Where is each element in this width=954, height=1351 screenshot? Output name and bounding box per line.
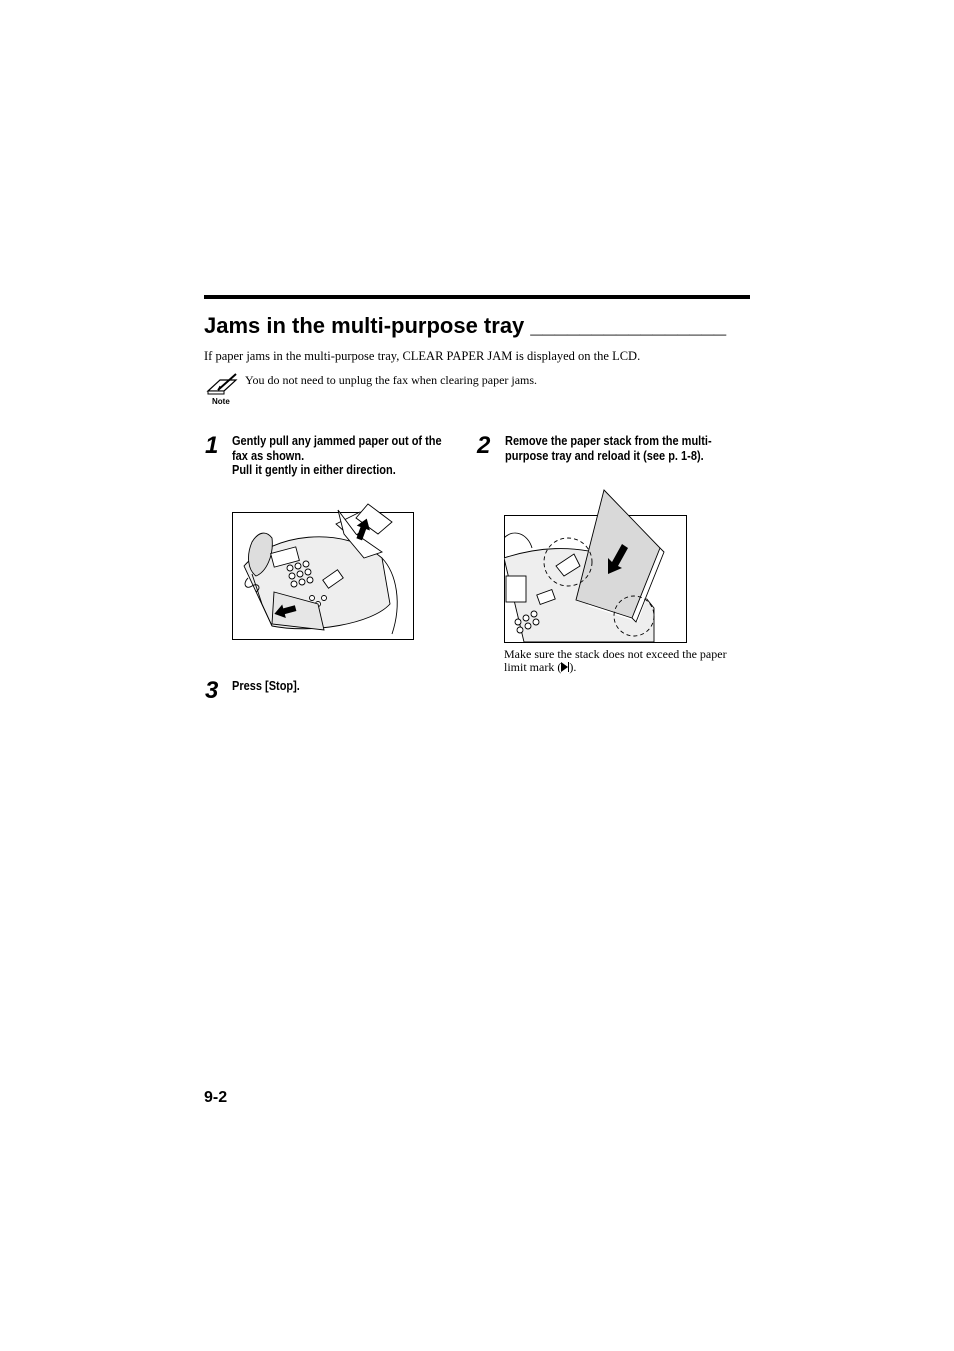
note-text: You do not need to unplug the fax when clearing paper jams. (245, 373, 538, 387)
step-3-number: 3 (205, 677, 219, 704)
page-number: 9-2 (204, 1089, 228, 1106)
step-1-number: 1 (205, 432, 219, 459)
caption-text-before: Make sure the stack does not exceed the paper limit mark ( (504, 647, 727, 674)
step-2-text (505, 434, 712, 463)
step-2-number: 2 (477, 432, 491, 459)
paper-limit-caption (504, 648, 739, 674)
step-2-line-1: Remove the paper stack from the multi- (505, 434, 712, 448)
note-label: Note (212, 397, 230, 406)
section-title: Jams in the multi-purpose tray ________________ (204, 313, 727, 338)
fax-jam-illustration (232, 494, 414, 648)
caption-text-after: ). (569, 660, 577, 674)
section-top-rule (204, 295, 750, 299)
step-1-line-3: Pull it gently in either direction. (232, 463, 396, 477)
step-1-line-1: Gently pull any jammed paper out of the (232, 434, 442, 448)
step-3-line-1: Press [Stop]. (232, 679, 300, 693)
intro-paragraph: If paper jams in the multi-purpose tray, CLEAR PAPER JAM is displayed on the LCD. (204, 349, 641, 363)
paper-reload-illustration (504, 488, 688, 644)
step-1-line-2: fax as shown. (232, 448, 305, 463)
step-1-text (232, 434, 442, 478)
step-3-text (232, 679, 300, 694)
step-2-line-2: purpose tray and reload it (see p. 1-8). (505, 448, 704, 463)
